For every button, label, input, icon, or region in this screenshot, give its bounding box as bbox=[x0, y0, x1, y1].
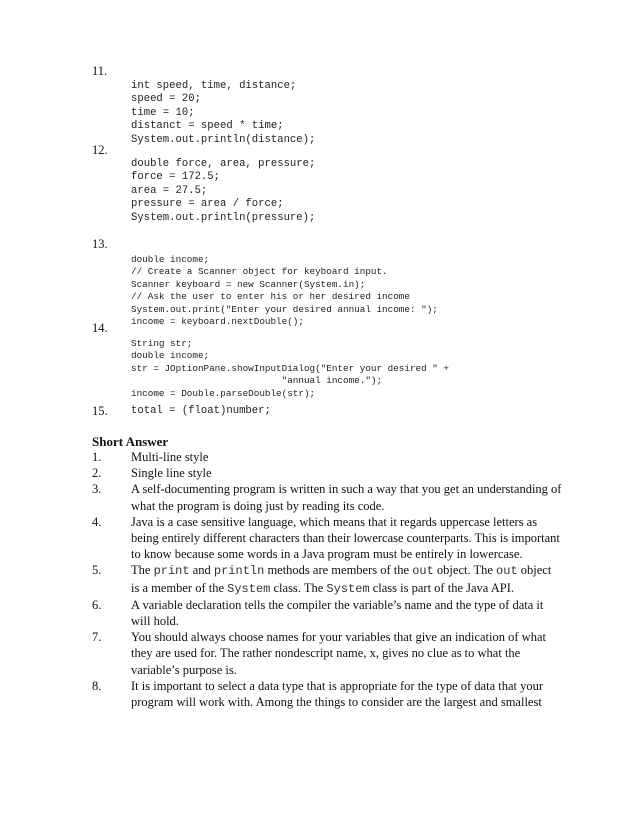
answer-text-segment: You should always choose names for your variables that give an indication of what they are used for. The rather nondescript name, x, gives no clue as to what the variable’s purpose is. bbox=[131, 630, 546, 677]
code-block bbox=[131, 338, 449, 400]
answer-text-segment: A self-documenting program is written in such a way that you get an understanding of what the program is doing just by reading its code. bbox=[131, 482, 562, 513]
code-line: area = 27.5; bbox=[131, 184, 208, 197]
answer-text-segment: A variable declaration tells the compiler the variable’s name and the type of data it will hold. bbox=[131, 597, 544, 629]
code-line: income = keyboard.nextDouble(); bbox=[131, 316, 304, 328]
answer-item bbox=[92, 597, 562, 629]
code-line: speed = 20; bbox=[131, 93, 201, 106]
answer-text-segment: and bbox=[189, 563, 214, 578]
answer-item bbox=[92, 514, 562, 563]
code-line: force = 172.5; bbox=[131, 171, 221, 184]
code-line: System.out.println(distance); bbox=[131, 133, 316, 146]
code-line: income = Double.parseDouble(str); bbox=[131, 387, 316, 399]
answer-number: 6. bbox=[92, 597, 102, 612]
code-term: out bbox=[496, 564, 518, 579]
code-line: time = 10; bbox=[131, 106, 195, 119]
code-line: str = JOptionPane.showInputDialog("Enter your desired " + bbox=[131, 362, 450, 374]
answer-number: 4. bbox=[92, 514, 102, 529]
code-line: distanct = speed * time; bbox=[131, 120, 284, 133]
code-block bbox=[131, 254, 438, 328]
answer-text-segment: object is a member of the bbox=[131, 563, 552, 595]
answer-item bbox=[92, 481, 562, 513]
code-line: pressure = area / force; bbox=[131, 198, 284, 211]
answer-text-segment: object. The bbox=[433, 563, 497, 578]
answer-text-segment: class. The bbox=[270, 580, 327, 595]
exercise-number: 14. bbox=[92, 321, 108, 335]
answer-number: 1. bbox=[92, 450, 102, 464]
answer-text-segment: class is part of the Java API. bbox=[369, 580, 515, 595]
answer-item bbox=[92, 562, 562, 596]
answer-number: 3. bbox=[92, 482, 102, 497]
answer-text bbox=[131, 514, 562, 563]
code-block bbox=[131, 158, 315, 225]
code-block bbox=[131, 405, 271, 418]
code-block bbox=[131, 80, 315, 147]
code-line: String str; bbox=[131, 338, 193, 349]
answer-text-segment: methods are members of the bbox=[264, 563, 413, 578]
exercise-number: 11. bbox=[92, 64, 108, 78]
code-line: "annual income."); bbox=[131, 375, 383, 387]
answer-item bbox=[92, 465, 562, 481]
exercise-number: 13. bbox=[92, 237, 108, 251]
answer-number: 8. bbox=[92, 678, 102, 693]
code-line: double income; bbox=[131, 350, 210, 362]
answer-item bbox=[92, 449, 562, 465]
exercise-number: 12. bbox=[92, 143, 108, 157]
code-term: out bbox=[412, 564, 434, 579]
answer-text bbox=[131, 629, 562, 678]
answer-item bbox=[92, 678, 562, 710]
code-line: System.out.print("Enter your desired annual income: "); bbox=[131, 303, 438, 315]
code-line: int speed, time, distance; bbox=[131, 80, 297, 92]
code-term: print bbox=[153, 564, 190, 579]
answer-number: 5. bbox=[92, 563, 102, 578]
answer-text-segment: It is important to select a data type that is appropriate for the type of data that your program will work with. Among the things to consider are the largest and smallest bbox=[131, 678, 544, 710]
exercise-number: 15. bbox=[92, 404, 108, 418]
answer-text bbox=[131, 678, 562, 710]
answer-text-segment: Multi-line style bbox=[131, 450, 209, 464]
answer-number: 2. bbox=[92, 466, 102, 481]
code-line: double force, area, pressure; bbox=[131, 158, 316, 170]
section-heading: Short Answer bbox=[92, 434, 169, 449]
answer-text bbox=[131, 481, 562, 513]
code-term: System bbox=[326, 581, 370, 596]
code-line: System.out.println(pressure); bbox=[131, 211, 316, 224]
code-line: // Create a Scanner object for keyboard input. bbox=[131, 266, 388, 278]
answer-text-segment: Single line style bbox=[131, 466, 212, 481]
code-term: println bbox=[213, 564, 265, 579]
code-line: double income; bbox=[131, 254, 210, 265]
answer-text bbox=[131, 562, 562, 596]
answer-item bbox=[92, 629, 562, 678]
code-line: Scanner keyboard = new Scanner(System.in); bbox=[131, 278, 366, 290]
answer-text-segment: The bbox=[131, 563, 154, 578]
short-answer-list bbox=[92, 449, 562, 710]
code-line: // Ask the user to enter his or her desired income bbox=[131, 291, 410, 303]
answer-number: 7. bbox=[92, 630, 102, 645]
answer-text bbox=[131, 449, 562, 465]
answer-text-segment: Java is a case sensitive language, which means that it regards uppercase letters as being entirely different characters than their lowercase counterparts. This is important to know because some words in a Java program must be entirely in lowercase. bbox=[131, 514, 560, 562]
answer-text bbox=[131, 597, 562, 629]
answer-text bbox=[131, 465, 562, 481]
code-line: total = (float)number; bbox=[131, 405, 271, 417]
code-term: System bbox=[227, 581, 271, 596]
